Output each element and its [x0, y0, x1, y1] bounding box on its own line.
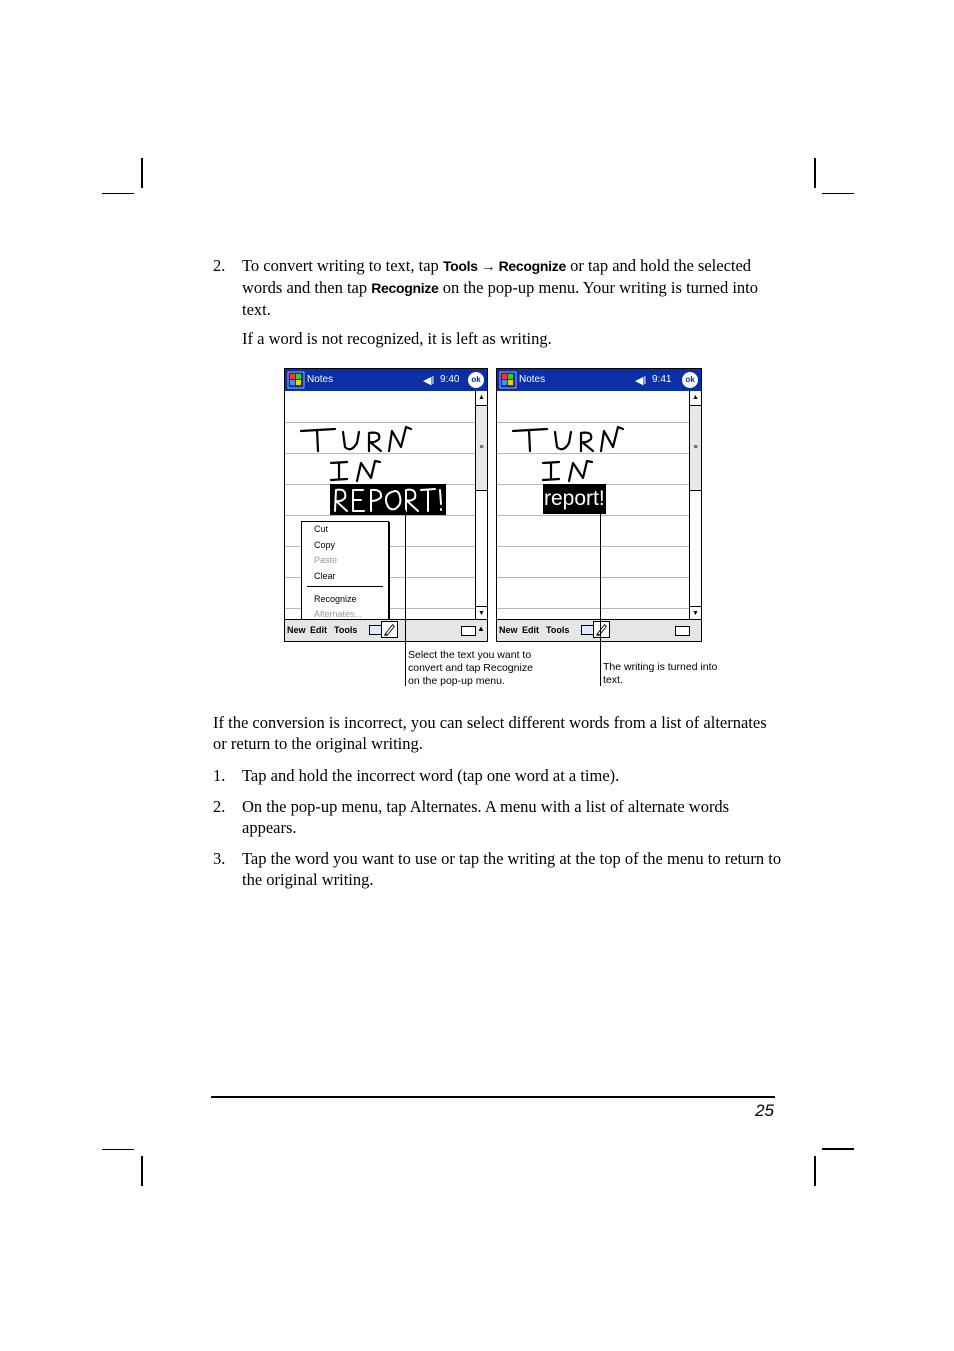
step-text: On the pop-up menu, tap Alternates. A menu with a list of alternate words appears. [242, 797, 730, 837]
page-number: 25 [755, 1101, 774, 1120]
caption-line: on the pop-up menu. [408, 675, 505, 687]
step-3 [213, 848, 783, 890]
scrollbar[interactable] [689, 391, 701, 621]
conversion-intro: If the conversion is incorrect, you can select different words from a list of alternates or return to the original writing. [213, 713, 767, 753]
recognize-ref: Recognize [498, 258, 566, 274]
callout-line [405, 510, 406, 686]
menu-new[interactable]: New [499, 625, 518, 635]
ruled-line [497, 546, 689, 547]
step-number: 3. [213, 849, 226, 868]
crop-mark [822, 1148, 854, 1150]
ruled-line [497, 515, 689, 516]
arrow-up-icon[interactable]: ▲ [690, 391, 701, 406]
step-2 [213, 796, 783, 838]
menu-item-clear[interactable]: Clear [314, 571, 336, 581]
callout-line [600, 512, 601, 686]
menu-edit[interactable]: Edit [522, 625, 539, 635]
step-text: Tap and hold the incorrect word (tap one word at a time). [242, 766, 620, 785]
caption-left [408, 649, 568, 688]
crop-mark [822, 193, 854, 194]
pen-icon[interactable] [381, 621, 398, 638]
handwriting-ink[interactable] [285, 369, 475, 519]
footer-rule [211, 1096, 775, 1098]
speaker-icon[interactable]: ◀ǀ [635, 375, 647, 387]
app-title: Notes [307, 374, 334, 385]
menu-item-alternates: Alternates... [314, 609, 363, 619]
menu-tools[interactable]: Tools [334, 625, 358, 635]
step-text-part: or tap and hold the selected words and then tap [242, 256, 752, 297]
screenshot-after [496, 368, 702, 642]
context-menu [301, 521, 389, 625]
menu-item-paste: Paste [314, 555, 338, 565]
menu-edit[interactable]: Edit [310, 625, 327, 635]
step-text: Tap the word you want to use or tap the writing at the top of the menu to return to the original writing. [242, 849, 782, 889]
ok-button[interactable]: ok [682, 372, 698, 388]
caption-line: The writing is turned into [603, 661, 718, 673]
crop-mark [814, 1156, 816, 1186]
step-text-part: To convert writing to text, tap [242, 256, 443, 275]
menu-bar [497, 619, 701, 641]
step-1 [213, 765, 783, 786]
caption-line: Select the text you want to [408, 649, 532, 661]
app-title: Notes [519, 374, 546, 385]
step-2-convert [213, 255, 783, 318]
menu-item-cut[interactable]: Cut [314, 524, 329, 534]
speaker-icon[interactable]: ◀ǀ [423, 375, 435, 387]
ruled-line [497, 608, 689, 609]
menu-item-recognize[interactable]: Recognize [314, 594, 357, 604]
pen-icon[interactable] [593, 621, 610, 638]
menu-item-copy[interactable]: Copy [314, 540, 336, 550]
arrow-down-icon[interactable]: ▼ [690, 606, 701, 621]
arrow-up-icon[interactable]: ▲ [476, 391, 487, 406]
crop-mark [141, 158, 143, 188]
step-number: 2. [213, 256, 226, 275]
step-text-part: on the pop-up menu. Your writing is turned into text. [242, 278, 759, 319]
ruled-line [497, 577, 689, 578]
clock[interactable]: 9:41 [652, 374, 672, 385]
menu-new[interactable]: New [287, 625, 306, 635]
arrow-icon: → [477, 258, 499, 274]
menu-separator [307, 586, 383, 587]
not-recognized-note: If a word is not recognized, it is left as writing. [242, 329, 552, 348]
menu-tools[interactable]: Tools [546, 625, 570, 635]
ok-button[interactable]: ok [468, 372, 484, 388]
clock[interactable]: 9:40 [440, 374, 460, 385]
caption-right [603, 661, 763, 687]
handwriting-ink[interactable] [497, 369, 687, 484]
recognize-ref: Recognize [371, 280, 439, 296]
caption-line: convert and tap Recognize [408, 662, 533, 674]
keyboard-icon[interactable] [461, 626, 476, 636]
crop-mark [102, 193, 134, 194]
menu-bar [285, 619, 487, 641]
crop-mark [102, 1149, 134, 1150]
keyboard-icon[interactable] [675, 626, 690, 636]
scrollbar[interactable] [475, 391, 487, 621]
caption-line: text. [603, 674, 623, 686]
screenshot-before [284, 368, 488, 642]
step-text [242, 255, 783, 320]
crop-mark [814, 158, 816, 188]
scroll-thumb[interactable]: ≡ [690, 406, 701, 491]
arrow-up-icon[interactable]: ▲ [477, 624, 485, 633]
scroll-thumb[interactable]: ≡ [476, 406, 487, 491]
step-number: 1. [213, 766, 226, 785]
step-number: 2. [213, 797, 226, 816]
tools-menu-ref: Tools [442, 258, 478, 274]
crop-mark [141, 1156, 143, 1186]
arrow-down-icon[interactable]: ▼ [476, 606, 487, 621]
recognized-text[interactable]: report! [543, 484, 606, 514]
